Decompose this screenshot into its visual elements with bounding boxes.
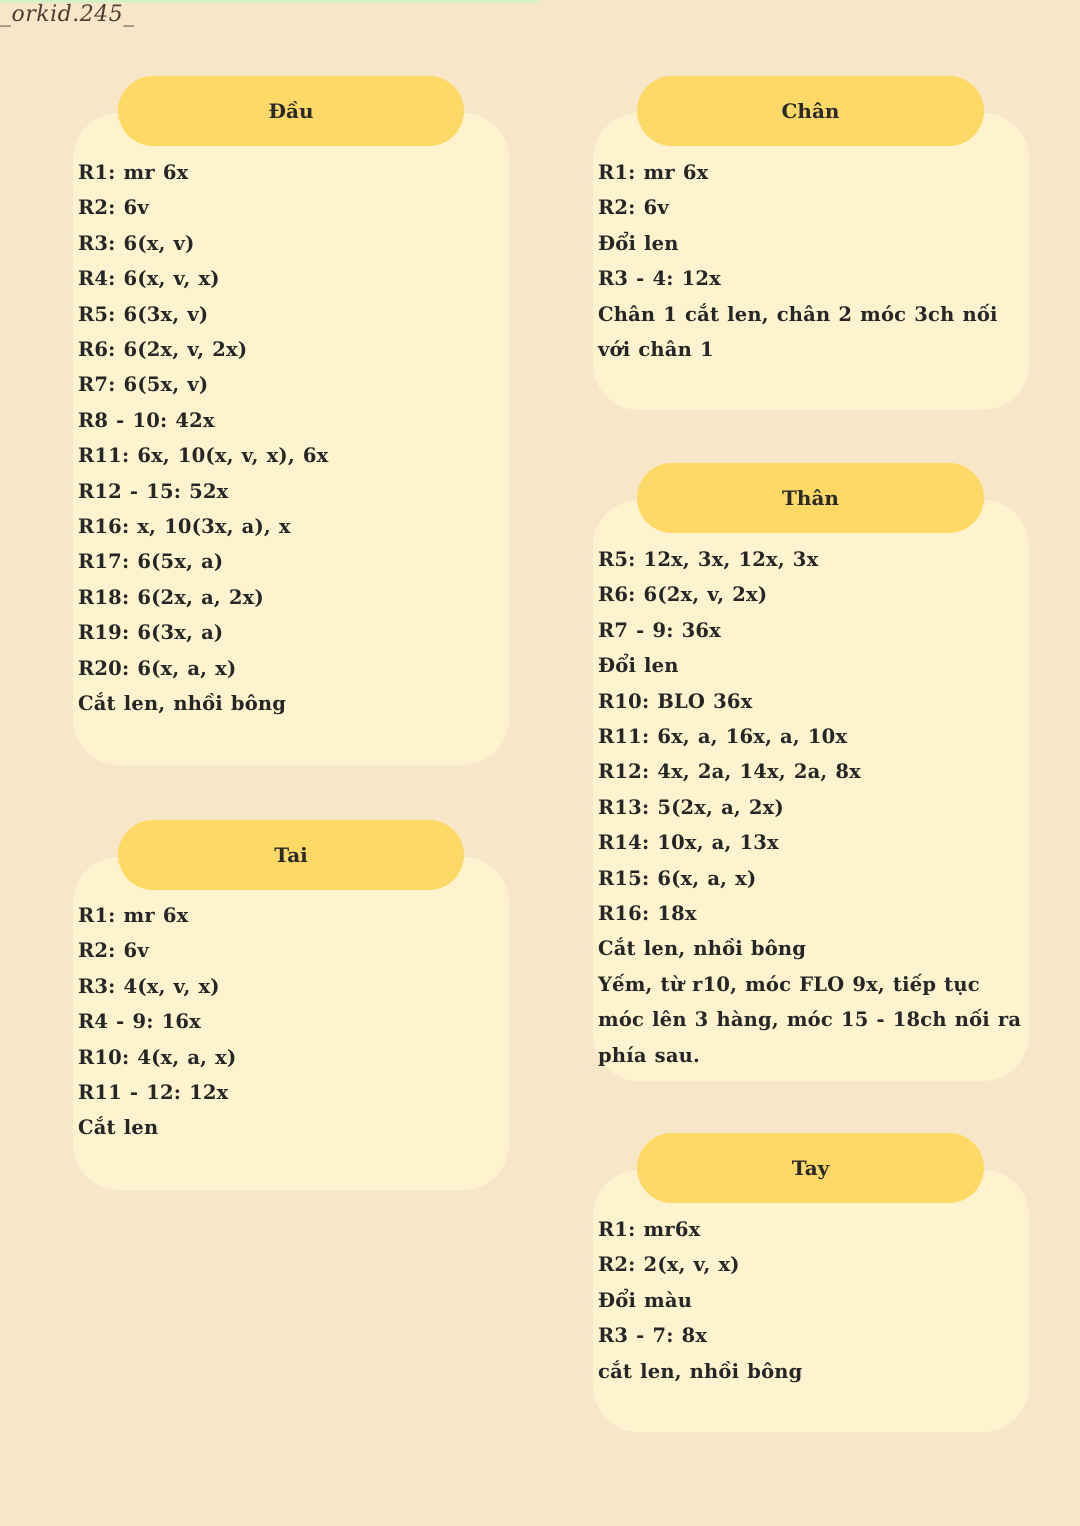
instruction-line: R10: BLO 36x bbox=[598, 689, 753, 713]
instruction-line: R3 - 7: 8x bbox=[598, 1324, 708, 1348]
instruction-line: R11 - 12: 12x bbox=[78, 1081, 229, 1105]
instruction-line: Đổi len bbox=[598, 654, 679, 678]
instruction-line: R5: 6(3x, v) bbox=[78, 302, 209, 326]
instruction-line: Chân 1 cắt len, chân 2 móc 3ch nối với chân 1 bbox=[598, 302, 998, 362]
instruction-line: R1: mr 6x bbox=[78, 161, 189, 184]
instruction-line: R19: 6(3x, a) bbox=[78, 621, 224, 645]
instruction-line: R2: 6v bbox=[78, 939, 149, 963]
instruction-line: Đổi len bbox=[598, 231, 679, 255]
instruction-line: R18: 6(2x, a, 2x) bbox=[78, 585, 264, 609]
instruction-line: Cắt len bbox=[78, 1116, 159, 1140]
instruction-line: Đổi màu bbox=[598, 1288, 693, 1312]
instruction-line: Cắt len, nhồi bông bbox=[598, 937, 807, 961]
instruction-line: R16: x, 10(3x, a), x bbox=[78, 515, 291, 539]
section-header-than: Thân bbox=[637, 463, 984, 533]
watermark-signature: _orkid.245_ bbox=[0, 2, 135, 27]
instruction-line: R2: 2(x, v, x) bbox=[598, 1253, 740, 1277]
instruction-line: R11: 6x, 10(x, v, x), 6x bbox=[78, 444, 329, 468]
instruction-line: R10: 4(x, a, x) bbox=[78, 1045, 237, 1069]
instruction-line: R5: 12x, 3x, 12x, 3x bbox=[598, 548, 819, 571]
instruction-line: R15: 6(x, a, x) bbox=[598, 866, 757, 890]
instruction-line: R16: 18x bbox=[598, 902, 697, 926]
section-header-chan: Chân bbox=[637, 76, 984, 146]
instruction-line: R3: 6(x, v) bbox=[78, 231, 195, 255]
instruction-line: R2: 6v bbox=[78, 196, 149, 220]
instruction-line: R4: 6(x, v, x) bbox=[78, 267, 220, 291]
section-header-tai: Tai bbox=[118, 820, 464, 890]
instruction-line: R11: 6x, a, 16x, a, 10x bbox=[598, 725, 848, 749]
instruction-line: R3: 4(x, v, x) bbox=[78, 974, 220, 998]
section-header-dau: Đầu bbox=[118, 76, 464, 146]
instruction-line: R13: 5(2x, a, 2x) bbox=[598, 795, 784, 819]
section-header-tay: Tay bbox=[637, 1133, 984, 1203]
instruction-line: R8 - 10: 42x bbox=[78, 408, 215, 432]
section-lines-chan bbox=[598, 155, 1022, 367]
instruction-line: R1: mr 6x bbox=[78, 904, 189, 927]
instruction-line: cắt len, nhồi bông bbox=[598, 1359, 803, 1383]
instruction-line: R12 - 15: 52x bbox=[78, 479, 229, 503]
instruction-line: R6: 6(2x, v, 2x) bbox=[598, 583, 768, 607]
instruction-line: R7 - 9: 36x bbox=[598, 618, 721, 642]
instruction-line: Cắt len, nhồi bông bbox=[78, 692, 287, 716]
instruction-line: R7: 6(5x, v) bbox=[78, 373, 209, 397]
instruction-line: R14: 10x, a, 13x bbox=[598, 831, 779, 855]
section-lines-tay bbox=[598, 1212, 1022, 1389]
instruction-line: R12: 4x, 2a, 14x, 2a, 8x bbox=[598, 760, 861, 784]
instruction-line: R2: 6v bbox=[598, 196, 669, 220]
section-lines-tai bbox=[78, 898, 498, 1146]
instruction-line: R6: 6(2x, v, 2x) bbox=[78, 338, 248, 362]
instruction-line: R1: mr6x bbox=[598, 1218, 701, 1241]
instruction-line: R4 - 9: 16x bbox=[78, 1010, 201, 1034]
instruction-line: R3 - 4: 12x bbox=[598, 267, 721, 291]
instruction-line: R1: mr 6x bbox=[598, 161, 709, 184]
instruction-line: R20: 6(x, a, x) bbox=[78, 656, 237, 680]
section-lines-dau bbox=[78, 155, 498, 722]
instruction-line: Yếm, từ r10, móc FLO 9x, tiếp tục móc lên 3 hàng, móc 15 - 18ch nối ra phía sau. bbox=[598, 972, 1022, 1067]
section-lines-than bbox=[598, 542, 1024, 1073]
instruction-line: R17: 6(5x, a) bbox=[78, 550, 224, 574]
